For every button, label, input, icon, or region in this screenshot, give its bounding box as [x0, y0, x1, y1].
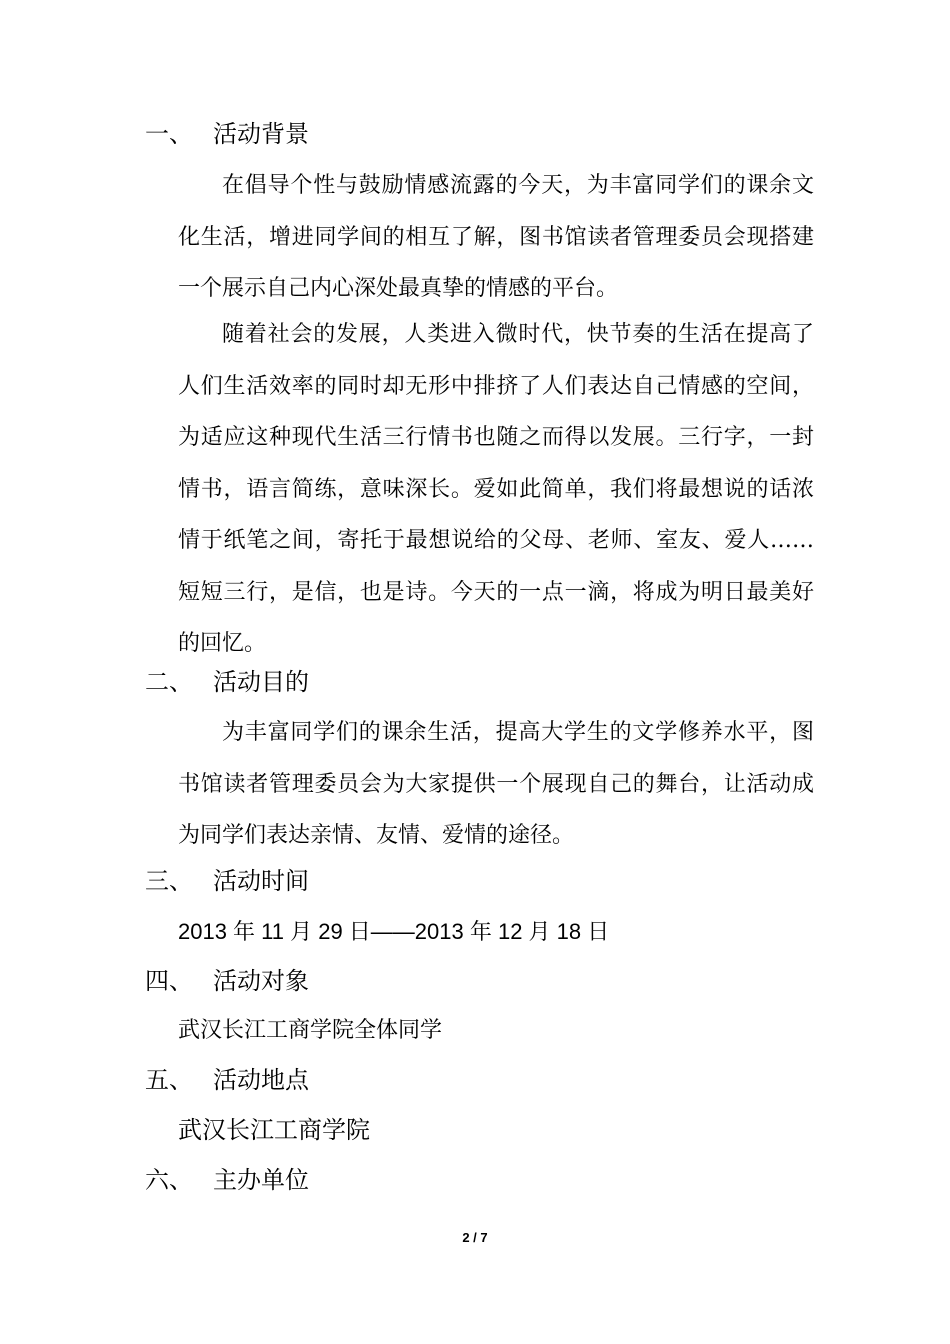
purpose-paragraph: 为丰富同学们的课余生活，提高大学生的文学修养水平，图书馆读者管理委员会为大家提供一个展现自己的舞台，让活动成为同学们表达亲情、友情、爱情的途径。 [178, 720, 814, 848]
activity-time-text: 2013 年 11 月 29 日——2013 年 12 月 18 日 [178, 919, 610, 944]
section-heading-purpose [145, 662, 309, 702]
section-number: 三、 [145, 867, 193, 895]
section-title: 活动目的 [213, 668, 309, 696]
background-paragraph-1: 在倡导个性与鼓励情感流露的今天，为丰富同学们的课余文化生活，增进同学间的相互了解，图书馆读者管理委员会现搭建一个展示自己内心深处最真挚的情感的平台。 [178, 173, 814, 301]
page-number: 2 / 7 [462, 1230, 488, 1245]
section-title: 活动对象 [213, 967, 309, 995]
section-heading-audience [145, 961, 309, 1001]
activity-audience-text: 武汉长江工商学院全体同学 [178, 1018, 443, 1043]
activity-venue-text: 武汉长江工商学院 [178, 1116, 370, 1144]
section-number: 四、 [145, 967, 193, 995]
section-title: 活动地点 [213, 1066, 309, 1094]
section-number: 六、 [145, 1166, 193, 1194]
section-number: 一、 [145, 120, 193, 148]
section-number: 五、 [145, 1066, 193, 1094]
section-title: 活动背景 [213, 120, 309, 148]
section-heading-time [145, 861, 309, 901]
section-number: 二、 [145, 668, 193, 696]
background-paragraph-2: 随着社会的发展，人类进入微时代，快节奏的生活在提高了人们生活效率的同时却无形中排挤了人们表达自己情感的空间，为适应这种现代生活三行情书也随之而得以发展。三行字，一封情书，语言简练，意味深长。爱如此简单，我们将最想说的话浓情于纸笔之间，寄托于最想说给的父母、老师、室友、爱人……短短三行，是信，也是诗。今天的一点一滴，将成为明日最美好的回忆。 [178, 322, 814, 656]
section-heading-organizer [145, 1160, 309, 1200]
section-title: 主办单位 [213, 1166, 309, 1194]
section-heading-background [145, 114, 309, 154]
section-heading-venue [145, 1060, 309, 1100]
section-title: 活动时间 [213, 867, 309, 895]
